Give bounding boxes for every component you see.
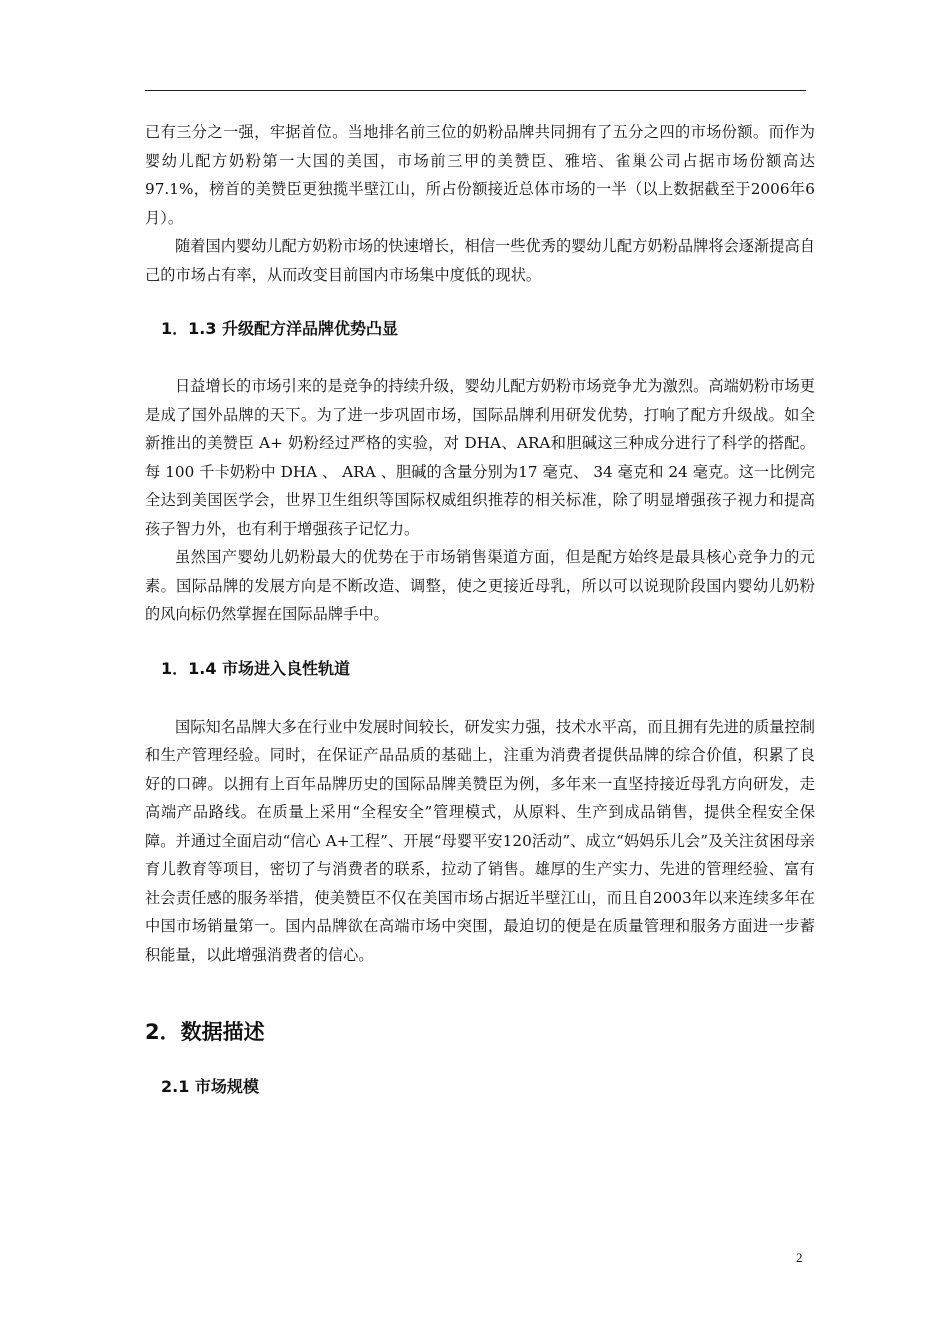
paragraph-international-brands: 国际知名品牌大多在行业中发展时间较长，研发实力强，技术水平高，而且拥有先进的质量控制和生产管理经验。同时，在保证产品品质的基础上，注重为消费者提供品牌的综合价值，积累了良好的口碑。以拥有上百年品牌历史的国际品牌美赞臣为例，多年来一直坚持接近母乳方向研发，走高端产品路线。在质量上采用“全程安全”管理模式，从原料、生产到成品销售，提供全程安全保障。并通过全面启动“信心 A+工程”、开展“母婴平安120活动”、成立“妈妈乐儿会”及关注贫困母亲育儿教育等项目，密切了与消费者的联系，拉动了销售。雄厚的生产实力、先进的管理经验、富有社会责任感的服务举措，使美赞臣不仅在美国市场占据近半壁江山，而且自2003年以来连续多年在中国市场销量第一。国内品牌欲在高端市场中突围，最迫切的便是在质量管理和服务方面进一步蓄积能量，以此增强消费者的信心。: [145, 717, 815, 964]
heading-chapter-2: 2．数据描述: [145, 1020, 265, 1044]
page-number: 2: [796, 1250, 803, 1265]
paragraph-formula-upgrade: 日益增长的市场引来的是竞争的持续升级，婴幼儿配方奶粉市场竞争尤为激烈。高端奶粉市场更是成了国外品牌的天下。为了进一步巩固市场，国际品牌利用研发优势，打响了配方升级战。如全新推出的美赞臣 A+ 奶粉经过严格的实验，对 DHA、ARA和胆碱这三种成分进行了科学的搭配。 每 100 千卡奶粉中 DHA 、 ARA 、胆碱的含量分别为17 毫克、 34 毫克和 24 毫克。这一比例完全达到美国医学会，世界卫生组织等国际权威组织推荐的相关标准，除了明显增强孩子视力和提高孩子智力外，也有利于增强孩子记忆力。: [145, 377, 815, 538]
heading-section-1-1-4: 1．1.4 市场进入良性轨道: [161, 658, 351, 678]
paragraph-domestic-growth: 随着国内婴幼儿配方奶粉市场的快速增长，相信一些优秀的婴幼儿配方奶粉品牌将会逐渐提高自己的市场占有率，从而改变目前国内市场集中度低的现状。: [145, 237, 815, 284]
heading-section-1-1-3: 1．1.3 升级配方洋品牌优势凸显: [161, 319, 399, 338]
page-body: [145, 118, 815, 1099]
heading-section-2-1: 2.1 市场规模: [161, 1077, 259, 1096]
paragraph-market-share-cont: 已有三分之一强，牢据首位。当地排名前三位的奶粉品牌共同拥有了五分之四的市场份额。而作为婴幼儿配方奶粉第一大国的美国，市场前三甲的美赞臣、雅培、雀巢公司占据市场份额高达 97.1%，榜首的美赞臣更独揽半壁江山，所占份额接近总体市场的一半（以上数据截至于2006年6月）。: [145, 123, 815, 227]
paragraph-domestic-advantage: 虽然国产婴幼儿奶粉最大的优势在于市场销售渠道方面，但是配方始终是最具核心竞争力的元素。国际品牌的发展方向是不断改造、调整，使之更接近母乳，所以可以说现阶段国内婴幼儿奶粉的风向标仍然掌握在国际品牌手中。: [145, 548, 815, 623]
header-rule: [145, 90, 806, 91]
